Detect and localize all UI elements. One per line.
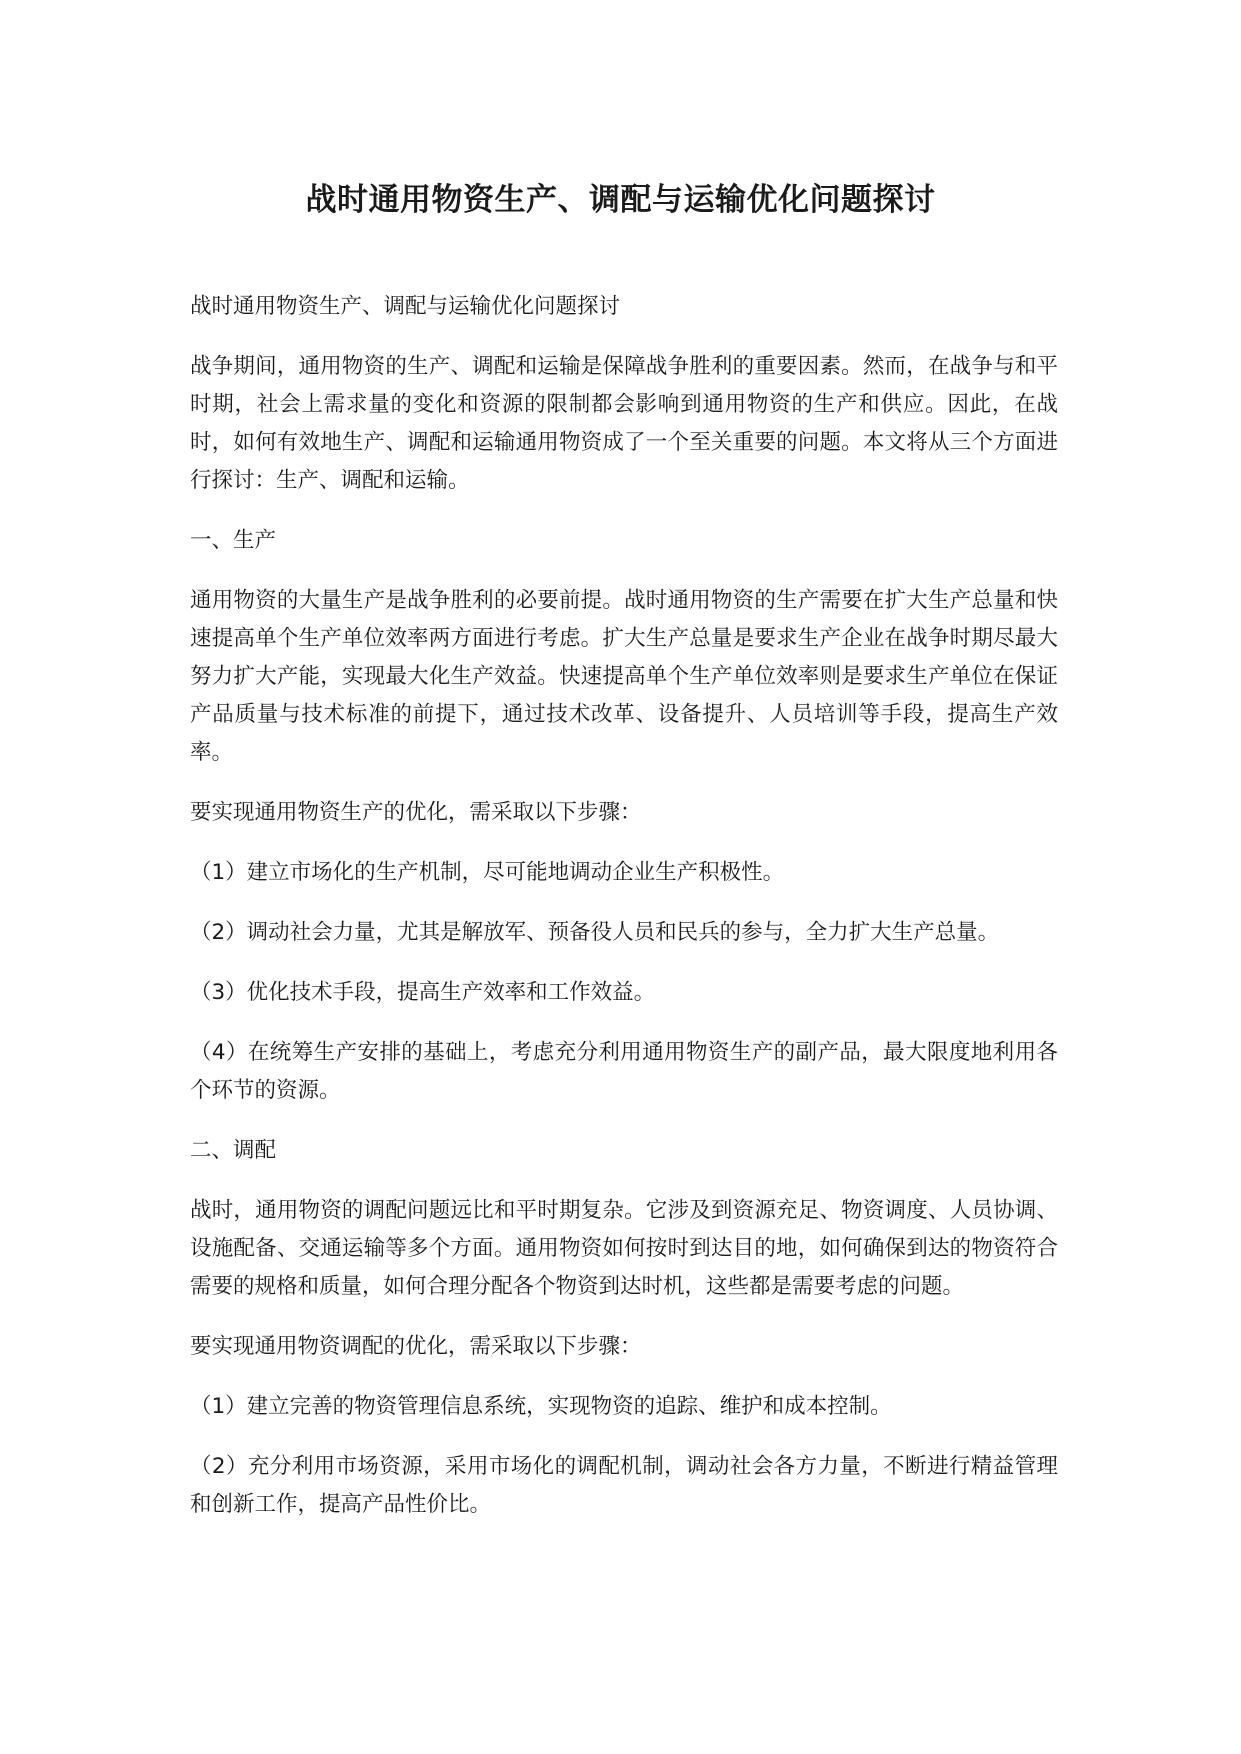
production-steps-intro: 要实现通用物资生产的优化，需采取以下步骤： [190, 800, 642, 825]
production-paragraph: 通用物资的大量生产是战争胜利的必要前提。战时通用物资的生产需要在扩大生产总量和快速提高单个生产单位效率两方面进行考虑。扩大生产总量是要求生产企业在战争时期尽最大努力扩大产能，实现最大化生产效益。快速提高单个生产单位效率则是要求生产单位在保证产品质量与技术标准的前提下，通过技术改革、设备提升、人员培训等手段，提高生产效率。 [190, 588, 1058, 765]
section-heading-allocation: 二、调配 [190, 1138, 277, 1163]
document-subtitle: 战时通用物资生产、调配与运输优化问题探讨 [190, 294, 621, 319]
intro-paragraph: 战争期间，通用物资的生产、调配和运输是保障战争胜利的重要因素。然而，在战争与和平时期，社会上需求量的变化和资源的限制都会影响到通用物资的生产和供应。因此，在战时，如何有效地生产、调配和运输通用物资成了一个至关重要的问题。本文将从三个方面进行探讨：生产、调配和运输。 [190, 354, 1058, 493]
allocation-step: （1）建立完善的物资管理信息系统，实现物资的追踪、维护和成本控制。 [190, 1394, 892, 1419]
production-step: （2）调动社会力量，尤其是解放军、预备役人员和民兵的参与，全力扩大生产总量。 [190, 920, 1000, 945]
production-step: （1）建立市场化的生产机制，尽可能地调动企业生产积极性。 [190, 860, 785, 885]
production-step: （3）优化技术手段，提高生产效率和工作效益。 [190, 980, 656, 1005]
allocation-steps-intro: 要实现通用物资调配的优化，需采取以下步骤： [190, 1334, 642, 1359]
production-step: （4）在统筹生产安排的基础上，考虑充分利用通用物资生产的副产品，最大限度地利用各个环节的资源。 [190, 1040, 1058, 1103]
section-heading-production: 一、生产 [190, 528, 277, 553]
document-body [190, 288, 1058, 1546]
allocation-paragraph: 战时，通用物资的调配问题远比和平时期复杂。它涉及到资源充足、物资调度、人员协调、设施配备、交通运输等多个方面。通用物资如何按时到达目的地，如何确保到达的物资符合需要的规格和质量，如何合理分配各个物资到达时机，这些都是需要考虑的问题。 [190, 1198, 1058, 1299]
allocation-step: （2）充分利用市场资源，采用市场化的调配机制，调动社会各方力量，不断进行精益管理和创新工作，提高产品性价比。 [190, 1454, 1058, 1517]
document-title: 战时通用物资生产、调配与运输优化问题探讨 [305, 182, 936, 218]
